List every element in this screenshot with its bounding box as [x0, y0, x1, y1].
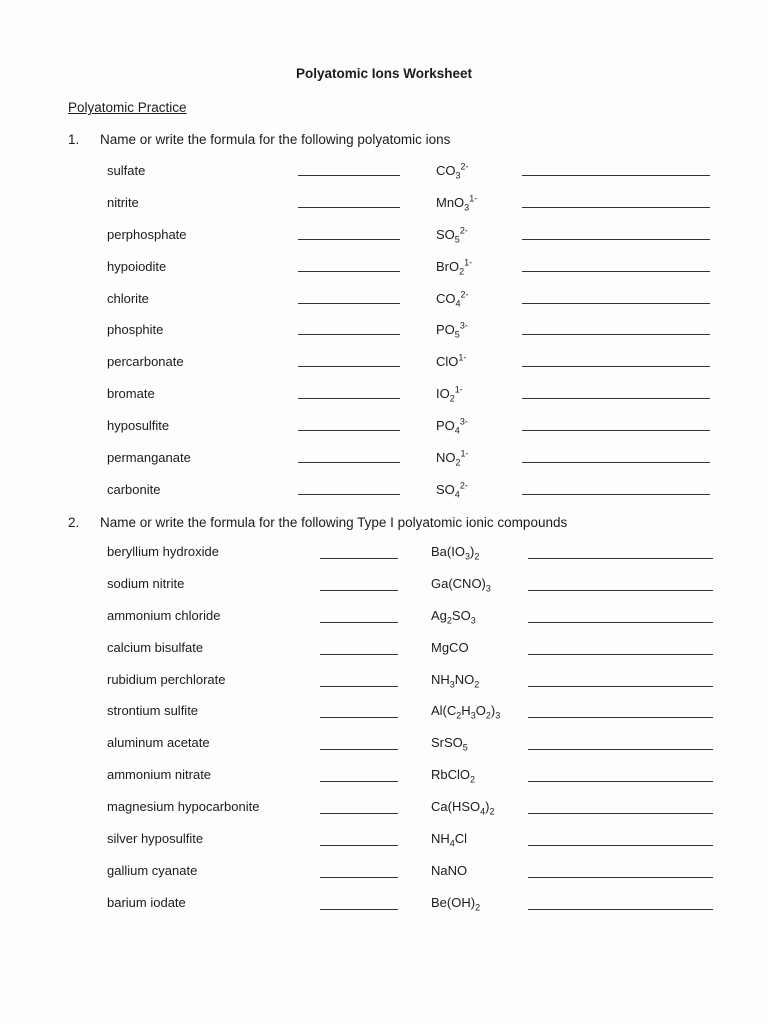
name-answer-blank[interactable]: [522, 494, 710, 495]
worksheet-row: [0, 825, 768, 857]
name-answer-blank[interactable]: [528, 558, 713, 559]
ion-name: bromate: [107, 386, 155, 402]
ion-formula: $Ca(HSO_4)_2$: [431, 799, 495, 817]
formula-answer-blank[interactable]: [320, 654, 398, 655]
name-answer-blank[interactable]: [522, 271, 710, 272]
ion-formula: $IO_2^{1-}$: [436, 384, 463, 404]
ion-formula: RbClO$_2$: [431, 767, 476, 785]
ion-formula: ClO$^{1-}$: [436, 353, 467, 370]
ion-name: phosphite: [107, 322, 164, 338]
name-answer-blank[interactable]: [528, 781, 713, 782]
ion-name: percarbonate: [107, 354, 184, 370]
ion-formula: $NH_4Cl$: [431, 831, 468, 849]
question-1-rows: [0, 157, 768, 508]
ion-name: perphosphate: [107, 226, 187, 242]
ion-name: carbonite: [107, 481, 161, 497]
worksheet-row: [0, 444, 768, 476]
page-title: Polyatomic Ions Worksheet: [295, 66, 473, 81]
name-answer-blank[interactable]: [522, 462, 710, 463]
worksheet-row: [0, 380, 768, 412]
name-answer-blank[interactable]: [528, 749, 713, 750]
question-number: 2.: [68, 515, 80, 530]
worksheet-row: [0, 253, 768, 285]
ion-name: hyposulfite: [107, 418, 170, 434]
formula-answer-blank[interactable]: [320, 622, 398, 623]
ion-formula: BrO$_2^{1-}$: [436, 257, 473, 277]
worksheet-row: [0, 793, 768, 825]
worksheet-row: [0, 602, 768, 634]
ion-name: ammonium chloride: [107, 607, 221, 623]
formula-answer-blank[interactable]: [298, 271, 400, 272]
name-answer-blank[interactable]: [522, 430, 710, 431]
ion-name: permanganate: [107, 450, 191, 466]
name-answer-blank[interactable]: [522, 207, 710, 208]
worksheet-row: [0, 729, 768, 761]
formula-answer-blank[interactable]: [298, 207, 400, 208]
name-answer-blank[interactable]: [528, 909, 713, 910]
ion-name: silver hyposulfite: [107, 831, 204, 847]
worksheet-row: [0, 889, 768, 921]
worksheet-row: [0, 666, 768, 698]
question-number: 1.: [68, 132, 80, 147]
worksheet-row: [0, 697, 768, 729]
formula-answer-blank[interactable]: [298, 430, 400, 431]
worksheet-row: [0, 157, 768, 189]
ion-name: sulfate: [107, 163, 146, 178]
ion-name: sodium nitrite: [107, 575, 185, 591]
question-1: [68, 132, 450, 147]
formula-answer-blank[interactable]: [320, 558, 398, 559]
ion-formula: $Ba(IO_3)_2$: [431, 544, 480, 562]
ion-formula: $NH_3NO_2$: [431, 671, 480, 690]
question-2-rows: [0, 538, 768, 921]
worksheet-row: [0, 285, 768, 317]
formula-answer-blank[interactable]: [320, 877, 398, 878]
worksheet-row: [0, 316, 768, 348]
name-answer-blank[interactable]: [528, 654, 713, 655]
worksheet-row: [0, 857, 768, 889]
name-answer-blank[interactable]: [528, 590, 713, 591]
ion-name: nitrite: [107, 194, 139, 210]
ion-formula: $Ag_2SO_3$: [431, 607, 476, 626]
ion-name: chlorite: [107, 290, 149, 306]
ion-formula: $PO_5^{3-}$: [436, 321, 468, 341]
ion-formula: $SO_4^{2-}$: [436, 480, 468, 500]
ion-name: calcium bisulfate: [107, 639, 204, 655]
worksheet-row: [0, 634, 768, 666]
formula-answer-blank[interactable]: [298, 303, 400, 304]
ion-formula: NaNO: [431, 862, 468, 878]
formula-answer-blank[interactable]: [298, 462, 400, 463]
ion-name: strontium sulfite: [107, 703, 199, 719]
formula-answer-blank[interactable]: [298, 398, 400, 399]
question-prompt: Name or write the formula for the following polyatomic ions: [100, 132, 451, 147]
ion-formula: $CO_3^{2-}$: [436, 161, 469, 181]
worksheet-row: [0, 189, 768, 221]
name-answer-blank[interactable]: [522, 175, 710, 176]
worksheet-row: [0, 221, 768, 253]
ion-formula: $SO_5^{2-}$: [436, 225, 468, 245]
ion-formula: MgCO: [431, 639, 469, 655]
name-answer-blank[interactable]: [522, 303, 710, 304]
ion-name: hypoiodite: [107, 258, 167, 274]
ion-name: magnesium hypocarbonite: [107, 799, 260, 815]
name-answer-blank[interactable]: [522, 239, 710, 240]
name-answer-blank[interactable]: [528, 813, 713, 814]
ion-formula: $NO_2^{1-}$: [436, 448, 469, 468]
ion-name: gallium cyanate: [107, 862, 198, 878]
formula-answer-blank[interactable]: [320, 686, 398, 687]
formula-answer-blank[interactable]: [298, 366, 400, 367]
formula-answer-blank[interactable]: [320, 590, 398, 591]
question-2: [68, 515, 567, 530]
ion-formula: $Al(C_2H_3O_2)_3$: [431, 703, 501, 722]
ion-formula: $PO_4^{3-}$: [436, 416, 468, 436]
name-answer-blank[interactable]: [528, 622, 713, 623]
worksheet-row: [0, 348, 768, 380]
ion-formula: $Be(OH)_2$: [431, 894, 481, 913]
worksheet-row: [0, 538, 768, 570]
name-answer-blank[interactable]: [522, 366, 710, 367]
name-answer-blank[interactable]: [528, 877, 713, 878]
formula-answer-blank[interactable]: [320, 717, 398, 718]
ion-name: barium iodate: [107, 894, 186, 910]
worksheet-row: [0, 412, 768, 444]
name-answer-blank[interactable]: [528, 686, 713, 687]
ion-name: beryllium hydroxide: [107, 544, 219, 559]
name-answer-blank[interactable]: [522, 398, 710, 399]
ion-formula: $Ga(CNO)_3$: [431, 575, 491, 594]
ion-formula: $CO_4^{2-}$: [436, 289, 469, 309]
formula-answer-blank[interactable]: [320, 845, 398, 846]
section-heading: Polyatomic Practice: [68, 100, 187, 115]
formula-answer-blank[interactable]: [298, 175, 400, 176]
ion-name: aluminum acetate: [107, 735, 210, 751]
formula-answer-blank[interactable]: [320, 909, 398, 910]
ion-name: rubidium perchlorate: [107, 671, 226, 687]
formula-answer-blank[interactable]: [298, 239, 400, 240]
question-prompt: Name or write the formula for the following Type I polyatomic ionic compounds: [100, 515, 568, 530]
worksheet-row: [0, 761, 768, 793]
formula-answer-blank[interactable]: [320, 813, 398, 814]
worksheet-row: [0, 570, 768, 602]
formula-answer-blank[interactable]: [298, 334, 400, 335]
worksheet-row: [0, 476, 768, 508]
ion-formula: MnO$_3^{1-}$: [436, 193, 478, 213]
name-answer-blank[interactable]: [528, 845, 713, 846]
formula-answer-blank[interactable]: [320, 749, 398, 750]
name-answer-blank[interactable]: [528, 717, 713, 718]
ion-formula: SrSO$_5$: [431, 735, 468, 753]
name-answer-blank[interactable]: [522, 334, 710, 335]
formula-answer-blank[interactable]: [298, 494, 400, 495]
formula-answer-blank[interactable]: [320, 781, 398, 782]
ion-name: ammonium nitrate: [107, 767, 212, 783]
